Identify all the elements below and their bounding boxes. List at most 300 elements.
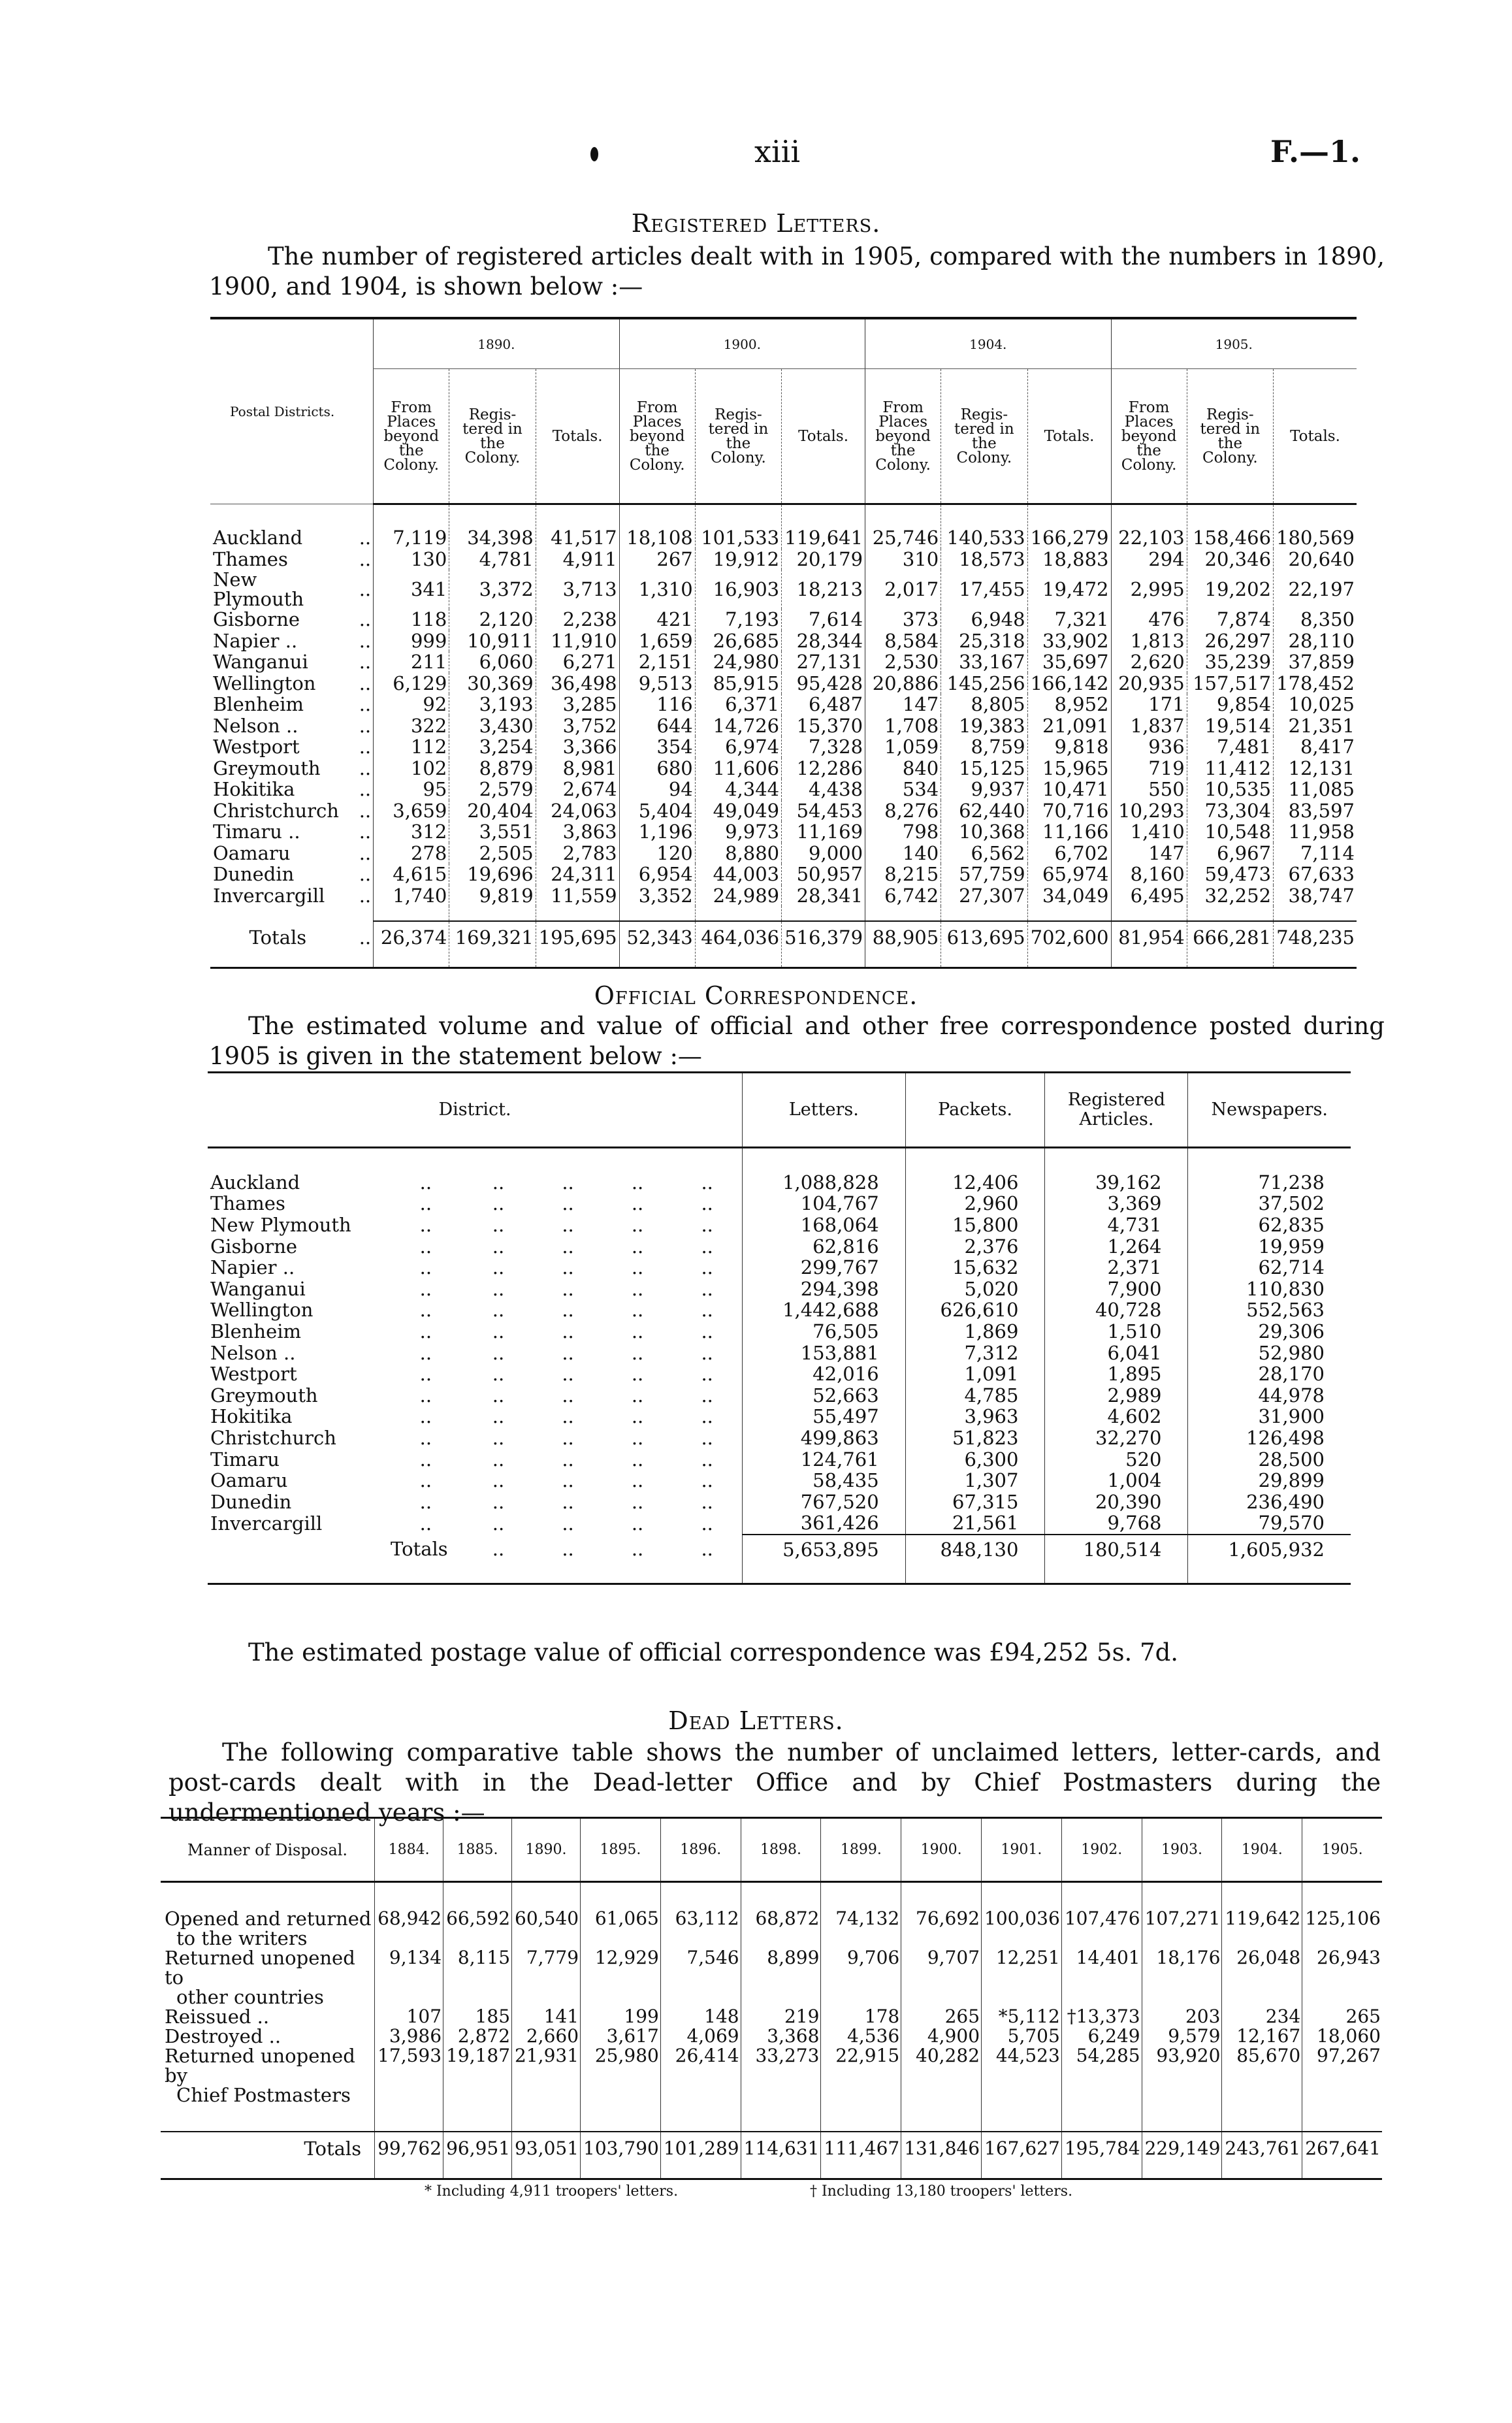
cell-value: 6,371 — [695, 694, 781, 715]
cell-value: 1,659 — [619, 630, 695, 652]
leader-dots: .. — [562, 1384, 574, 1407]
leader-dots: .. — [631, 1299, 644, 1322]
district-name: Timaru — [210, 1448, 280, 1471]
district-name: New Plymouth — [213, 568, 304, 610]
cell-value: 104,767 — [743, 1194, 906, 1215]
total-value: 111,467 — [821, 2132, 901, 2179]
leader-dots: .. — [359, 672, 372, 694]
cell-value: 61,065 — [581, 1882, 661, 1949]
leader-dots: .. — [701, 1213, 713, 1236]
page-header — [0, 134, 1512, 173]
registered-letters-table — [210, 317, 1357, 969]
leader-dots: .. — [562, 1363, 574, 1386]
sub-header: Regis-tered in the Colony. — [1187, 369, 1273, 504]
cell-value: 6,967 — [1187, 843, 1273, 864]
cell-value: 55,497 — [743, 1407, 906, 1428]
cell-value: 767,520 — [743, 1491, 906, 1513]
leader-dots: .. — [419, 1490, 432, 1513]
leader-dots: .. — [701, 1277, 713, 1300]
cell-value: 18,883 — [1027, 549, 1111, 570]
leader-dots: .. — [419, 1235, 432, 1258]
cell-value: 9,854 — [1187, 694, 1273, 715]
table-row — [210, 570, 1357, 609]
cell-value: 19,514 — [1187, 715, 1273, 737]
leader-dots: .. — [701, 1341, 713, 1364]
cell-value: 9,134 — [375, 1948, 443, 2007]
leader-dots: .. — [701, 1192, 713, 1215]
cell-value: 95,428 — [782, 673, 865, 694]
leader-dots: .. — [562, 1256, 574, 1279]
cell-value: 7,328 — [782, 736, 865, 758]
cell-value: 999 — [374, 630, 449, 652]
cell-value: 107,271 — [1142, 1882, 1222, 1949]
table-row — [210, 864, 1357, 885]
cell-value: 4,602 — [1045, 1407, 1188, 1428]
leader-dots: .. — [631, 1171, 644, 1194]
cell-value: 39,162 — [1045, 1148, 1188, 1194]
cell-value: 9,513 — [619, 673, 695, 694]
cell-value: 157,517 — [1187, 673, 1273, 694]
cell-value: 310 — [865, 549, 941, 570]
cell-value: 626,610 — [905, 1300, 1045, 1322]
column-header-district: District. — [208, 1073, 743, 1148]
cell-value: 20,179 — [782, 549, 865, 570]
cell-value: 83,597 — [1274, 800, 1357, 822]
table-row — [210, 609, 1357, 630]
cell-value: 180,569 — [1274, 504, 1357, 549]
cell-value: 6,702 — [1027, 843, 1111, 864]
district-name: Invercargill — [210, 1512, 323, 1535]
cell-value: 95 — [374, 779, 449, 800]
table-row — [210, 779, 1357, 800]
cell-value: 21,561 — [905, 1513, 1045, 1535]
cell-value: 20,886 — [865, 673, 941, 694]
district-name: Gisborne — [213, 608, 300, 631]
leader-dots: .. — [631, 1469, 644, 1492]
district-name: Invercargill — [213, 884, 325, 907]
column-header-postal-districts: Postal Districts. — [210, 318, 374, 504]
table-row — [208, 1491, 1351, 1513]
cell-value: 112 — [374, 736, 449, 758]
leader-dots: .. — [562, 1299, 574, 1322]
cell-value: 322 — [374, 715, 449, 737]
year-header: 1885. — [443, 1818, 512, 1882]
cell-value: 9,819 — [449, 885, 536, 907]
table-row — [210, 736, 1357, 758]
cell-value: 107,476 — [1061, 1882, 1142, 1949]
leader-dots: .. — [359, 651, 372, 674]
cell-value: 4,781 — [449, 549, 536, 570]
leader-dots: .. — [631, 1213, 644, 1236]
cell-value: 278 — [374, 843, 449, 864]
cell-value: 2,505 — [449, 843, 536, 864]
cell-value: 12,406 — [905, 1148, 1045, 1194]
cell-value: 7,193 — [695, 609, 781, 630]
leader-dots: .. — [701, 1171, 713, 1194]
cell-value: 38,747 — [1274, 885, 1357, 907]
leader-dots: .. — [359, 629, 372, 652]
cell-value: 30,369 — [449, 673, 536, 694]
cell-value: 33,902 — [1027, 630, 1111, 652]
total-value: 748,235 — [1274, 921, 1357, 968]
cell-value: 4,438 — [782, 779, 865, 800]
cell-value: 22,197 — [1274, 570, 1357, 609]
leader-dots: .. — [631, 1341, 644, 1364]
cell-value: 18,176 — [1142, 1948, 1222, 2007]
cell-value: 2,530 — [865, 651, 941, 673]
footnote-dagger: † Including 13,180 troopers' letters. — [810, 2183, 1073, 2200]
cell-value: 18,108 — [619, 504, 695, 549]
cell-value: 10,548 — [1187, 821, 1273, 843]
leader-dots: .. — [701, 1469, 713, 1492]
table-row — [210, 800, 1357, 822]
table-row — [208, 1300, 1351, 1322]
column-header-newspapers: Newspapers. — [1188, 1073, 1351, 1148]
cell-value: 27,131 — [782, 651, 865, 673]
sub-header: From Places beyond the Colony. — [1111, 369, 1187, 504]
total-value: 103,790 — [581, 2132, 661, 2179]
leader-dots: .. — [492, 1490, 505, 1513]
cell-value: 33,273 — [741, 2046, 821, 2105]
leader-dots: .. — [359, 863, 372, 886]
cell-value: 1,310 — [619, 570, 695, 609]
leader-dots: .. — [419, 1320, 432, 1342]
cell-value: 76,505 — [743, 1321, 906, 1342]
cell-value: 59,473 — [1187, 864, 1273, 885]
cell-value: 7,900 — [1045, 1278, 1188, 1300]
totals-label: Totals — [161, 2132, 375, 2179]
cell-value: 62,835 — [1188, 1214, 1351, 1236]
sub-header: Regis-tered in the Colony. — [449, 369, 536, 504]
cell-value: 14,726 — [695, 715, 781, 737]
leader-dots: .. — [492, 1363, 505, 1386]
cell-value: 15,370 — [782, 715, 865, 737]
cell-value: 19,912 — [695, 549, 781, 570]
leader-dots: .. — [631, 1277, 644, 1300]
leader-dots: .. — [359, 547, 372, 570]
cell-value: 3,368 — [741, 2026, 821, 2046]
cell-value: 26,048 — [1222, 1948, 1302, 2007]
cell-value: 26,685 — [695, 630, 781, 652]
total-value: 702,600 — [1027, 921, 1111, 968]
leader-dots: .. — [419, 1213, 432, 1236]
cell-value: 7,312 — [905, 1342, 1045, 1364]
cell-value: 2,995 — [1111, 570, 1187, 609]
cell-value: 118 — [374, 609, 449, 630]
cell-value: 4,900 — [901, 2026, 982, 2046]
disposal-label — [161, 2007, 375, 2026]
district-name: Wellington — [210, 1299, 314, 1322]
leader-dots: .. — [701, 1235, 713, 1258]
cell-value: 199 — [581, 2007, 661, 2026]
cell-value: 44,523 — [982, 2046, 1062, 2105]
leader-dots: .. — [631, 1512, 644, 1535]
leader-dots: .. — [492, 1469, 505, 1492]
cell-value: 25,980 — [581, 2046, 661, 2105]
cell-value: 2,371 — [1045, 1257, 1188, 1278]
cell-value: 26,943 — [1302, 1948, 1382, 2007]
cell-value: 234 — [1222, 2007, 1302, 2026]
cell-value: 3,193 — [449, 694, 536, 715]
total-value: 195,784 — [1061, 2132, 1142, 2179]
cell-value: 62,816 — [743, 1236, 906, 1258]
cell-value: 6,249 — [1061, 2026, 1142, 2046]
cell-value: 158,466 — [1187, 504, 1273, 549]
cell-value: 1,307 — [905, 1470, 1045, 1491]
total-value: 167,627 — [982, 2132, 1062, 2179]
cell-value: 10,471 — [1027, 779, 1111, 800]
leader-dots: .. — [492, 1235, 505, 1258]
cell-value: 644 — [619, 715, 695, 737]
disposal-label — [161, 1882, 375, 1949]
cell-value: 3,752 — [536, 715, 619, 737]
cell-value: 119,642 — [1222, 1882, 1302, 1949]
cell-value: 19,383 — [941, 715, 1027, 737]
cell-value: 4,731 — [1045, 1214, 1188, 1236]
leader-dots: .. — [419, 1277, 432, 1300]
leader-dots: .. — [492, 1277, 505, 1300]
cell-value: 25,318 — [941, 630, 1027, 652]
leader-dots: .. — [359, 736, 372, 758]
leader-dots: .. — [562, 1192, 574, 1215]
cell-value: 2,579 — [449, 779, 536, 800]
leader-dots: .. — [562, 1320, 574, 1342]
leader-dots: .. — [701, 1426, 713, 1449]
cell-value: 3,551 — [449, 821, 536, 843]
label-line-2: to the writers — [176, 1927, 308, 1949]
cell-value: 8,160 — [1111, 864, 1187, 885]
cell-value: 18,060 — [1302, 2026, 1382, 2046]
total-value: 267,641 — [1302, 2132, 1382, 2179]
cell-value: 219 — [741, 2007, 821, 2026]
cell-value: 4,615 — [374, 864, 449, 885]
footnote-asterisk: * Including 4,911 troopers' letters. — [425, 2183, 679, 2200]
cell-value: 102 — [374, 758, 449, 779]
leader-dots: .. — [631, 1235, 644, 1258]
cell-value: 1,264 — [1045, 1236, 1188, 1258]
spacer-row — [210, 906, 1357, 921]
cell-value: 3,986 — [375, 2026, 443, 2046]
table-row — [208, 1363, 1351, 1385]
cell-value: 29,899 — [1188, 1470, 1351, 1491]
cell-value: 4,069 — [660, 2026, 741, 2046]
table-row — [208, 1427, 1351, 1449]
cell-value: 85,670 — [1222, 2046, 1302, 2105]
cell-value: 3,617 — [581, 2026, 661, 2046]
leader-dots: .. — [701, 1512, 713, 1535]
cell-value: 5,404 — [619, 800, 695, 822]
leader-dots: .. — [631, 1448, 644, 1471]
cell-value: 141 — [512, 2007, 581, 2026]
cell-value: 24,989 — [695, 885, 781, 907]
leader-dots: .. — [701, 1320, 713, 1342]
totals-row — [208, 1535, 1351, 1584]
total-value: 5,653,895 — [743, 1535, 906, 1584]
cell-value: 2,674 — [536, 779, 619, 800]
leader-dots: .. — [631, 1490, 644, 1513]
leader-dots: .. — [631, 1363, 644, 1386]
cell-value: 116 — [619, 694, 695, 715]
cell-value: 1,196 — [619, 821, 695, 843]
cell-value: 31,900 — [1188, 1407, 1351, 1428]
cell-value: 26,297 — [1187, 630, 1273, 652]
cell-value: 3,352 — [619, 885, 695, 907]
sub-header: Regis-tered in the Colony. — [695, 369, 781, 504]
leader-dots: .. — [701, 1256, 713, 1279]
district-name: Oamaru — [210, 1469, 288, 1492]
sub-header: Totals. — [1274, 369, 1357, 504]
table-row — [208, 1385, 1351, 1407]
sub-header: From Places beyond the Colony. — [374, 369, 449, 504]
cell-value: 8,880 — [695, 843, 781, 864]
cell-value: 6,129 — [374, 673, 449, 694]
leader-dots: .. — [562, 1426, 574, 1449]
cell-value: 11,606 — [695, 758, 781, 779]
district-name: Thames — [213, 547, 288, 570]
district-name: Wellington — [213, 672, 316, 694]
cell-value: 125,106 — [1302, 1882, 1382, 1949]
section-title-official-correspondence: Official Correspondence. — [594, 981, 918, 1010]
cell-value: 203 — [1142, 2007, 1222, 2026]
cell-value: 5,705 — [982, 2026, 1062, 2046]
year-header: 1904. — [1222, 1818, 1302, 1882]
cell-value: 65,974 — [1027, 864, 1111, 885]
cell-value: 63,112 — [660, 1882, 741, 1949]
district-name: Christchurch — [213, 799, 339, 822]
table-row — [208, 1257, 1351, 1278]
leader-dots: .. — [492, 1448, 505, 1471]
district-name: Gisborne — [210, 1235, 298, 1258]
cell-value: 52,980 — [1188, 1342, 1351, 1364]
table-row — [161, 2007, 1382, 2026]
cell-value: 34,398 — [449, 504, 536, 549]
cell-value: 2,120 — [449, 609, 536, 630]
year-header: 1896. — [660, 1818, 741, 1882]
table-row — [210, 504, 1357, 549]
district-name: Hokitika — [210, 1405, 293, 1428]
cell-value: 21,351 — [1274, 715, 1357, 737]
cell-value: 94 — [619, 779, 695, 800]
cell-value: 11,958 — [1274, 821, 1357, 843]
leader-dots: .. — [631, 1426, 644, 1449]
cell-value: 421 — [619, 609, 695, 630]
label-line-2: Chief Postmasters — [176, 2084, 351, 2106]
leader-dots: .. — [492, 1405, 505, 1428]
cell-value: 2,620 — [1111, 651, 1187, 673]
cell-value: 67,633 — [1274, 864, 1357, 885]
cell-value: 126,498 — [1188, 1427, 1351, 1449]
cell-value: 33,167 — [941, 651, 1027, 673]
cell-value: 19,187 — [443, 2046, 512, 2105]
district-name: Oamaru — [213, 841, 291, 864]
total-value: 464,036 — [695, 921, 781, 968]
cell-value: 110,830 — [1188, 1278, 1351, 1300]
cell-value: 9,579 — [1142, 2026, 1222, 2046]
cell-value: 8,879 — [449, 758, 536, 779]
cell-value: 1,740 — [374, 885, 449, 907]
cell-value: 11,169 — [782, 821, 865, 843]
cell-value: 68,942 — [375, 1882, 443, 1949]
table-row — [210, 715, 1357, 737]
cell-value: †13,373 — [1061, 2007, 1142, 2026]
cell-value: 1,895 — [1045, 1363, 1188, 1385]
cell-value: 7,481 — [1187, 736, 1273, 758]
year-header: 1895. — [581, 1818, 661, 1882]
leader-dots: .. — [419, 1426, 432, 1449]
cell-value: 166,142 — [1027, 673, 1111, 694]
table-row — [210, 549, 1357, 570]
cell-value: 40,728 — [1045, 1300, 1188, 1322]
cell-value: 2,017 — [865, 570, 941, 609]
district-name: Thames — [210, 1192, 285, 1215]
leader-dots: .. — [419, 1363, 432, 1386]
cell-value: 265 — [901, 2007, 982, 2026]
district-name: Blenheim — [213, 693, 304, 716]
total-value: 243,761 — [1222, 2132, 1302, 2179]
cell-value: 550 — [1111, 779, 1187, 800]
cell-value: 27,307 — [941, 885, 1027, 907]
cell-value: 236,490 — [1188, 1491, 1351, 1513]
district-name: Christchurch — [210, 1426, 336, 1449]
district-name: Westport — [213, 736, 300, 758]
cell-value: 6,495 — [1111, 885, 1187, 907]
cell-value: 18,213 — [782, 570, 865, 609]
label-line-1: Reissued .. — [165, 2006, 270, 2028]
leader-dots: .. — [533, 1535, 603, 1584]
leader-dots: .. — [492, 1341, 505, 1364]
cell-value: 20,346 — [1187, 549, 1273, 570]
leader-dots: .. — [562, 1512, 574, 1535]
cell-value: 211 — [374, 651, 449, 673]
leader-dots: .. — [562, 1448, 574, 1471]
cell-value: 2,960 — [905, 1194, 1045, 1215]
cell-value: 148 — [660, 2007, 741, 2026]
cell-value: 54,453 — [782, 800, 865, 822]
cell-value: 21,091 — [1027, 715, 1111, 737]
cell-value: 28,110 — [1274, 630, 1357, 652]
district-name: Hokitika — [213, 778, 295, 801]
district-name: Napier .. — [210, 1256, 295, 1279]
column-header-registered-articles: Registered Articles. — [1045, 1073, 1188, 1148]
leader-dots: .. — [701, 1384, 713, 1407]
cell-value: 3,659 — [374, 800, 449, 822]
leader-dots: .. — [359, 778, 372, 801]
cell-value: 178,452 — [1274, 673, 1357, 694]
cell-value: 10,293 — [1111, 800, 1187, 822]
cell-value: 2,238 — [536, 609, 619, 630]
total-value: 848,130 — [905, 1535, 1045, 1584]
leader-dots: .. — [419, 1341, 432, 1364]
intro-text: The estimated volume and value of official and other free correspondence posted during 1905 is given in the statement below :— — [209, 1012, 1385, 1070]
cell-value: 34,049 — [1027, 885, 1111, 907]
cell-value: 361,426 — [743, 1513, 906, 1535]
cell-value: 24,980 — [695, 651, 781, 673]
total-value: 613,695 — [941, 921, 1027, 968]
postage-value-note: The estimated postage value of official correspondence was £94,252 5s. 7d. — [248, 1638, 1179, 1667]
cell-value: 153,881 — [743, 1342, 906, 1364]
column-header-letters: Letters. — [743, 1073, 906, 1148]
registered-letters-intro — [209, 242, 1385, 302]
leader-dots: .. — [419, 1469, 432, 1492]
leader-dots: .. — [492, 1426, 505, 1449]
cell-value: 2,660 — [512, 2026, 581, 2046]
cell-value: 15,965 — [1027, 758, 1111, 779]
cell-value: 312 — [374, 821, 449, 843]
cell-value: 12,286 — [782, 758, 865, 779]
cell-value: 19,959 — [1188, 1236, 1351, 1258]
cell-value: 8,115 — [443, 1948, 512, 2007]
cell-value: 4,911 — [536, 549, 619, 570]
